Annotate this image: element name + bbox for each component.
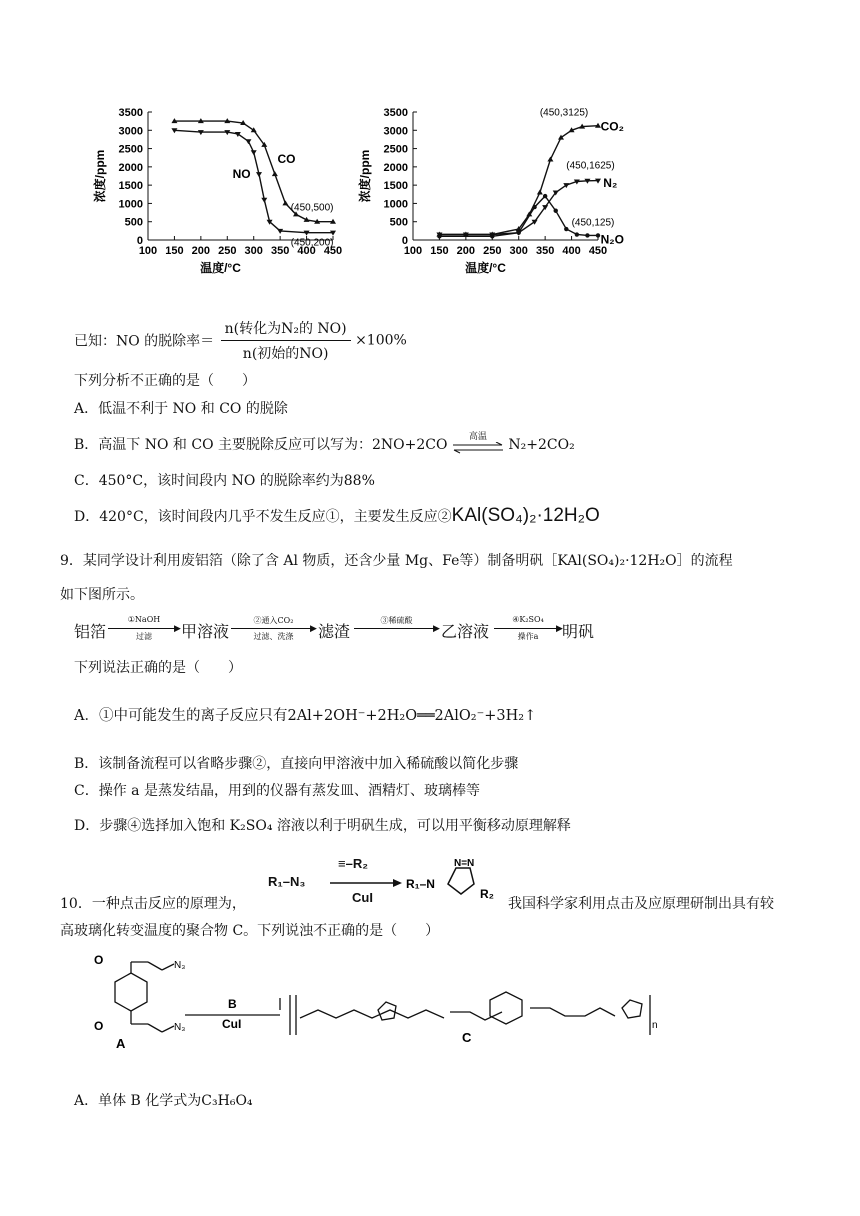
q10-after: 我国科学家利用点击及应原理研制出具有较 xyxy=(508,896,774,912)
data-point xyxy=(575,232,579,236)
data-point xyxy=(256,172,262,177)
annotation: (450,1625) xyxy=(566,160,615,172)
y-tick-label: 500 xyxy=(389,216,408,229)
q9-option-d: D．步骤④选择加入饱和 K₂SO₄ 溶液以利于明矾生成，可以用平衡移动原理解释 xyxy=(74,818,571,834)
flow-arrow: ①NaOH ▶ 过滤 xyxy=(108,615,180,645)
data-point xyxy=(596,233,600,237)
q9-question: 下列说法正确的是（ ） xyxy=(74,660,242,676)
q8-b-pre: B．高温下 NO 和 CO 主要脱除反应可以写为：2NO+2CO xyxy=(74,437,448,453)
annotation: (450,500) xyxy=(290,202,334,214)
q8-option-c: C．450°C，该时间段内 NO 的脱除率约为88% xyxy=(74,473,375,489)
x-tick-label: 200 xyxy=(191,245,211,257)
x-tick-label: 150 xyxy=(165,245,184,257)
svg-text:O: O xyxy=(94,1019,104,1033)
data-point xyxy=(282,200,288,205)
flow-arrow: ④K₂SO₄ ▶ 操作a xyxy=(494,615,562,645)
x-tick-label: 250 xyxy=(483,245,502,257)
y-tick-label: 3500 xyxy=(383,107,408,119)
x-tick-label: 100 xyxy=(138,245,158,257)
series-label: NO xyxy=(232,166,251,181)
data-point xyxy=(272,171,278,176)
q8-option-a: A．低温不利于 NO 和 CO 的脱除 xyxy=(74,401,288,417)
y-tick-label: 2500 xyxy=(118,143,143,156)
flow-node: 铝箔 xyxy=(74,622,107,641)
q8-stem: 下列分析不正确的是（ ） xyxy=(74,373,256,389)
frac-denominator: n(初始的NO) xyxy=(242,346,329,362)
label-c: C xyxy=(462,1030,472,1045)
known-line xyxy=(74,318,407,363)
data-point xyxy=(251,150,257,155)
q8-option-b xyxy=(74,434,575,454)
svg-text:O: O xyxy=(94,953,104,967)
q9-option-a: A．①中可能发生的离子反应只有2Al+2OH⁻+2H₂O══2AlO₂⁻+3H₂↑ xyxy=(74,708,537,724)
x-tick-label: 400 xyxy=(297,245,316,257)
y-tick-label: 0 xyxy=(136,235,143,247)
svg-text:n: n xyxy=(652,1020,658,1031)
y-tick-label: 1000 xyxy=(118,198,143,211)
catalyst: CuI xyxy=(352,890,373,905)
data-point xyxy=(554,209,558,213)
q8-d-formula: KAl(SO₄)₂·12H₂O xyxy=(451,505,600,526)
q9-stem: 9．某同学设计利用废铝箔（除了含 Al 物质，还含少量 Mg、Fe等）制备明矾［KAl(SO₄)₂·12H₂O］的流程 xyxy=(60,553,733,569)
scheme-cui-label: CuI xyxy=(222,1017,242,1031)
chart-no-co xyxy=(90,100,360,290)
label-a: A xyxy=(116,1036,126,1050)
reactant-r1n3: R₁–N₃ xyxy=(268,874,306,889)
x-tick-label: 400 xyxy=(562,245,581,257)
flow-node: 乙溶液 xyxy=(441,622,490,641)
data-point xyxy=(564,227,568,231)
series-label: N₂ xyxy=(603,175,618,190)
data-point xyxy=(245,139,251,144)
y-axis-label: 浓度/ppm xyxy=(358,149,372,203)
q10-intro: 10．一种点击反应的原理为， xyxy=(60,896,246,912)
equilibrium-arrow-icon xyxy=(452,442,504,454)
y-tick-label: 500 xyxy=(124,216,143,229)
x-axis-label: 温度/°C xyxy=(465,261,506,275)
flow-node: 滤渣 xyxy=(318,622,351,641)
alkyne-reagent: ≡–R₂ xyxy=(338,856,368,871)
y-tick-label: 1500 xyxy=(118,180,143,193)
y-tick-label: 3000 xyxy=(118,125,143,138)
y-tick-label: 1500 xyxy=(383,180,408,193)
known-prefix: 已知：NO 的脱除率＝ xyxy=(74,333,215,350)
svg-text:N₃: N₃ xyxy=(174,960,186,971)
data-point xyxy=(532,205,536,209)
data-point xyxy=(517,230,521,234)
x-tick-label: 350 xyxy=(270,245,290,257)
series-label: CO xyxy=(277,152,296,167)
click-reaction xyxy=(268,852,508,912)
flow-node: 明矾 xyxy=(562,622,595,641)
q8-d-pre: D．420°C，该时间段内几乎不发生反应①，主要发生反应② xyxy=(74,509,452,525)
annotation: (450,200) xyxy=(290,237,334,249)
x-tick-label: 300 xyxy=(244,245,263,257)
y-tick-label: 2500 xyxy=(383,143,408,156)
x-tick-label: 100 xyxy=(403,245,423,257)
flow-arrow: ②通入CO₂ ▶ 过滤、洗涤 xyxy=(231,615,316,645)
q9-option-c: C．操作 a 是蒸发结晶，用到的仪器有蒸发皿、酒精灯、玻璃棒等 xyxy=(74,783,480,799)
flow-node: 甲溶液 xyxy=(181,622,230,641)
y-tick-label: 2000 xyxy=(118,161,143,174)
series-label: CO₂ xyxy=(600,119,624,134)
data-point xyxy=(490,234,494,238)
data-point xyxy=(585,233,589,237)
frac-suffix: ×100% xyxy=(355,332,407,349)
condition-label: 高温 xyxy=(468,432,487,442)
series-line xyxy=(174,130,333,232)
q10-option-a: A．单体 B 化学式为C₃H₆O₄ xyxy=(74,1093,253,1109)
chart-products xyxy=(355,100,645,290)
svg-text:N=N: N=N xyxy=(454,858,475,869)
reaction-arrow-icon xyxy=(330,878,402,888)
data-point xyxy=(537,189,543,194)
q9-option-b: B．该制备流程可以省略步骤②，直接向甲溶液中加入稀硫酸以简化步骤 xyxy=(74,756,519,772)
series-label: N₂O xyxy=(600,232,624,247)
triazole-product-icon xyxy=(406,854,506,909)
annotation: (450,125) xyxy=(571,217,615,229)
x-tick-label: 350 xyxy=(535,245,555,257)
y-tick-label: 3000 xyxy=(383,125,408,138)
x-tick-label: 300 xyxy=(509,245,528,257)
y-tick-label: 2000 xyxy=(383,161,408,174)
polymer-scheme xyxy=(90,950,730,1050)
x-tick-label: 450 xyxy=(588,245,608,257)
data-point xyxy=(547,157,553,162)
y-tick-label: 0 xyxy=(401,235,408,247)
x-tick-label: 250 xyxy=(218,245,237,257)
x-axis-label: 温度/°C xyxy=(200,261,241,275)
data-point xyxy=(261,198,267,203)
annotation: (450,3125) xyxy=(539,107,589,119)
q9-stem2: 如下图所示。 xyxy=(60,587,144,603)
svg-text:R₂: R₂ xyxy=(480,887,494,901)
flow-arrow: ③稀硫酸 ▶ xyxy=(354,615,439,645)
y-axis-label: 浓度/ppm xyxy=(93,149,107,203)
svg-text:R₁–N: R₁–N xyxy=(406,877,435,891)
q8-b-post: N₂+2CO₂ xyxy=(508,437,575,453)
svg-text:N₃: N₃ xyxy=(174,1022,186,1033)
data-point xyxy=(543,194,547,198)
x-tick-label: 450 xyxy=(323,245,343,257)
q8-option-d xyxy=(74,505,600,527)
x-tick-label: 200 xyxy=(456,245,476,257)
scheme-b-label: B xyxy=(228,997,237,1011)
flow-chart xyxy=(74,615,674,645)
frac-numerator: n(转化为N₂的 NO) xyxy=(221,318,351,341)
y-tick-label: 3500 xyxy=(118,107,143,119)
y-tick-label: 1000 xyxy=(383,198,408,211)
data-point xyxy=(437,234,441,238)
x-tick-label: 150 xyxy=(430,245,449,257)
q10-line2: 高玻璃化转变温度的聚合物 C。下列说浊不正确的是（ ） xyxy=(60,923,440,939)
